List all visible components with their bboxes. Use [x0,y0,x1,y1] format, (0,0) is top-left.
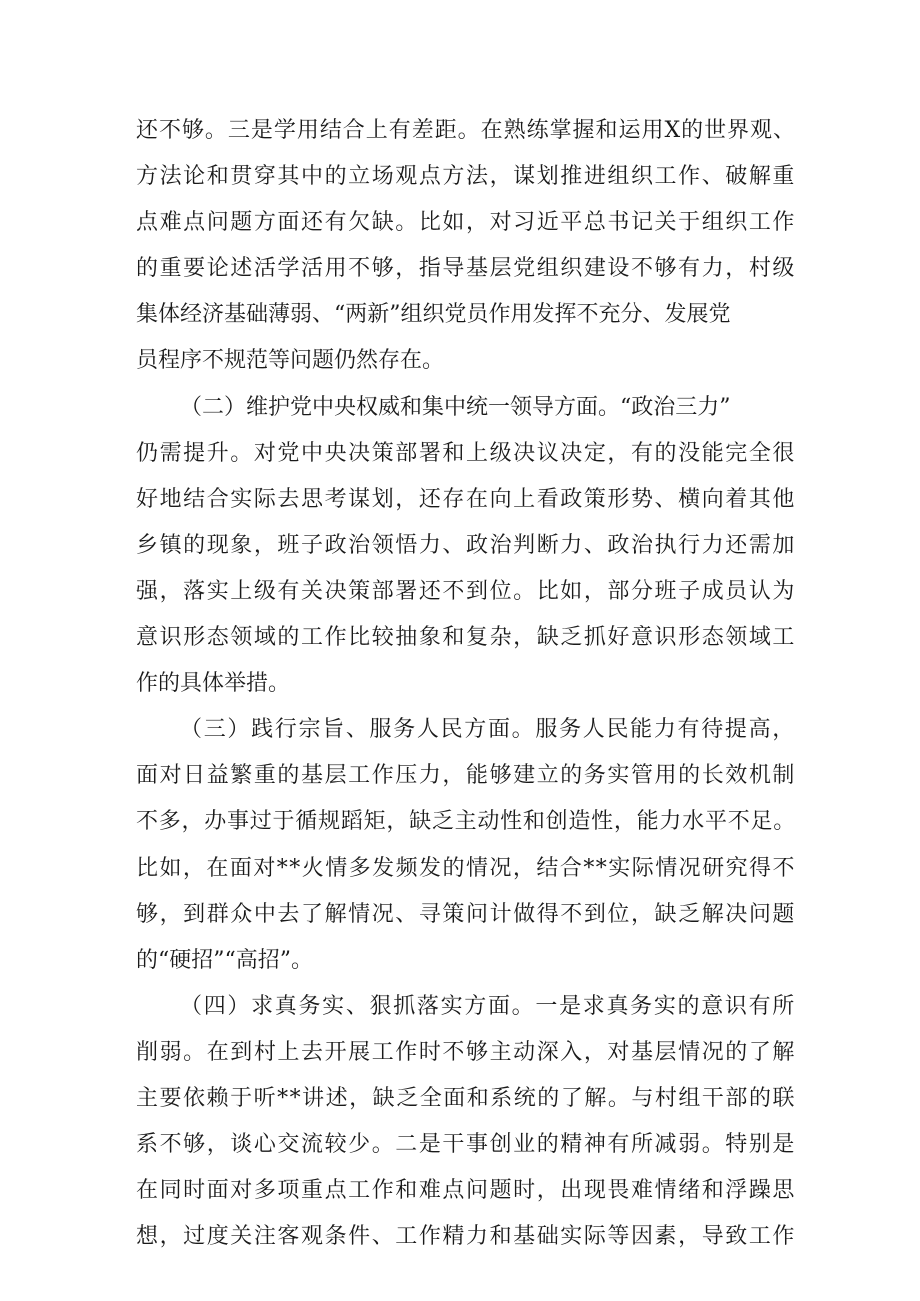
text-line: 主要依赖于听**讲述，缺乏全面和系统的了解。与村组干部的联 [136,1085,796,1111]
text-line: 想，过度关注客观条件、工作精力和基础实际等因素，导致工作 [136,1224,796,1250]
text-line: 还不够。三是学用结合上有差距。在熟练掌握和运用X的世界观、 [136,118,796,143]
text-line: 的重要论述活学活用不够，指导基层党组织建设不够有力，村级 [136,256,796,282]
text-line: 强，落实上级有关决策部署还不到位。比如，部分班子成员认为 [136,578,796,604]
text-line: 点难点问题方面还有欠缺。比如，对习近平总书记关于组织工作 [136,210,796,236]
text-line: 仍需提升。对党中央决策部署和上级决议决定，有的没能完全很 [136,440,796,466]
text-line: 乡镇的现象，班子政治领悟力、政治判断力、政治执行力还需加 [136,532,796,558]
body-text [136,108,796,1260]
text-line: 系不够，谈心交流较少。二是干事创业的精神有所减弱。特别是 [136,1132,796,1158]
text-line: 不多，办事过于循规蹈矩，缺乏主动性和创造性，能力水平不足。 [136,809,796,835]
text-line: 的“硬招”“高招”。 [136,947,313,973]
text-line: 作的具体举措。 [136,671,291,697]
text-line: 意识形态领域的工作比较抽象和复杂，缺乏抓好意识形态领域工 [136,625,796,651]
text-line: 员程序不规范等问题仍然存在。 [136,348,445,374]
paragraph-heading-line: （三）践行宗旨、服务人民方面。服务人民能力有待提高， [180,717,796,743]
text-line: 比如，在面对**火情多发频发的情况，结合**实际情况研究得不 [136,855,796,881]
text-line: 削弱。在到村上去开展工作时不够主动深入，对基层情况的了解 [136,1039,796,1065]
text-line: 够，到群众中去了解情况、寻策问计做得不到位，缺乏解决问题 [136,901,796,927]
paragraph-heading-line: （四）求真务实、狠抓落实方面。一是求真务实的意识有所 [180,993,796,1019]
text-line: 在同时面对多项重点工作和难点问题时，出现畏难情绪和浮躁思 [136,1178,796,1204]
text-line: 集体经济基础薄弱、“两新”组织党员作用发挥不充分、发展党 [136,302,731,328]
text-line: 面对日益繁重的基层工作压力，能够建立的务实管用的长效机制 [136,763,796,789]
paragraph-heading-line: （二）维护党中央权威和集中统一领导方面。“政治三力” [180,394,731,420]
text-line: 好地结合实际去思考谋划，还存在向上看政策形势、横向着其他 [136,486,796,512]
text-line: 方法论和贯穿其中的立场观点方法，谋划推进组织工作、破解重 [136,164,796,190]
